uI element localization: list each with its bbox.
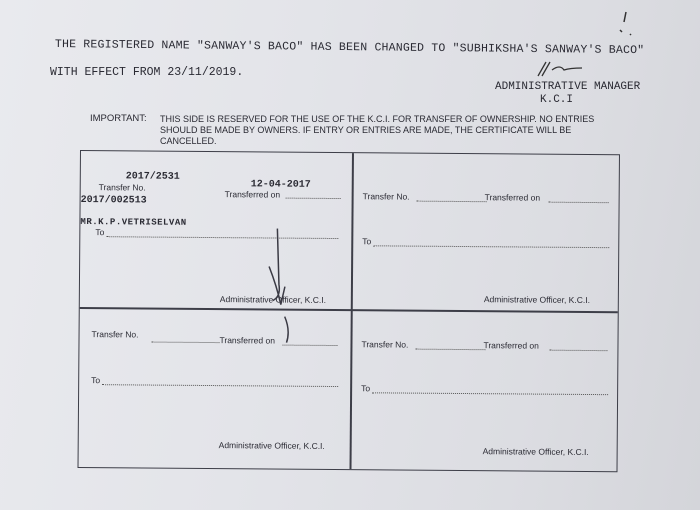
transferee-name-value: MR.K.P.VETRISELVAN	[80, 217, 187, 228]
transfer-no-label: Transfer No.	[98, 182, 146, 193]
dotted-line	[549, 343, 607, 351]
officer-label: Administrative Officer, K.C.I.	[482, 446, 589, 458]
row-divider	[80, 307, 618, 313]
to-label: To	[91, 375, 101, 386]
dotted-line	[102, 377, 338, 387]
transfer-no-label: Transfer No.	[362, 191, 410, 202]
officer-label: Administrative Officer, K.C.I.	[219, 294, 327, 305]
registration-number-value: 2017/002513	[80, 195, 147, 207]
dotted-line	[282, 338, 337, 346]
manager-signature	[528, 58, 588, 80]
to-label: To	[361, 383, 371, 394]
officer-label: Administrative Officer, K.C.I.	[218, 440, 325, 451]
to-label: To	[362, 236, 372, 247]
dotted-line	[106, 229, 338, 239]
transfer-cell-1	[80, 151, 619, 305]
dotted-line	[417, 194, 487, 203]
important-label: IMPORTANT:	[90, 113, 147, 124]
transferred-on-label: Transferred on	[224, 189, 281, 200]
dotted-line	[373, 238, 609, 248]
officer-signature	[262, 226, 293, 346]
ink-mark	[612, 8, 642, 38]
effective-date-line: WITH EFFECT FROM 23/11/2019.	[50, 66, 244, 79]
name-change-notice: THE REGISTERED NAME "SANWAY'S BACO" HAS BEEN CHANGED TO "SUBHIKSHA'S SANWAY'S BACO"	[54, 38, 645, 58]
important-text: THIS SIDE IS RESERVED FOR THE USE OF THE K.C.I. FOR TRANSFER OF OWNERSHIP. NO ENTRIES SHOULD BE MADE BY OWNERS. IF ENTRY OR ENTRIES ARE MADE, THE CERTIFICATE WILL BE CANCELLED.	[160, 114, 595, 146]
dotted-line	[549, 195, 609, 203]
transfer-number-value: 2017/2531	[125, 171, 180, 183]
dotted-line	[372, 385, 608, 395]
officer-label: Administrative Officer, K.C.I.	[483, 294, 591, 306]
transfer-no-label: Transfer No.	[91, 329, 139, 340]
transfer-table	[78, 150, 620, 472]
transferred-on-label: Transferred on	[483, 340, 539, 351]
transferred-on-label: Transferred on	[219, 335, 275, 346]
transfer-no-label: Transfer No.	[361, 339, 409, 350]
transfer-date-value: 12-04-2017	[250, 179, 311, 191]
dotted-line	[151, 335, 219, 344]
dotted-line	[415, 342, 485, 351]
dotted-line	[286, 191, 341, 199]
signatory-title: ADMINISTRATIVE MANAGER	[495, 81, 641, 93]
column-divider	[350, 153, 354, 469]
signatory-org: K.C.I	[540, 94, 574, 106]
to-label: To	[95, 227, 105, 238]
transferred-on-label: Transferred on	[484, 192, 541, 203]
